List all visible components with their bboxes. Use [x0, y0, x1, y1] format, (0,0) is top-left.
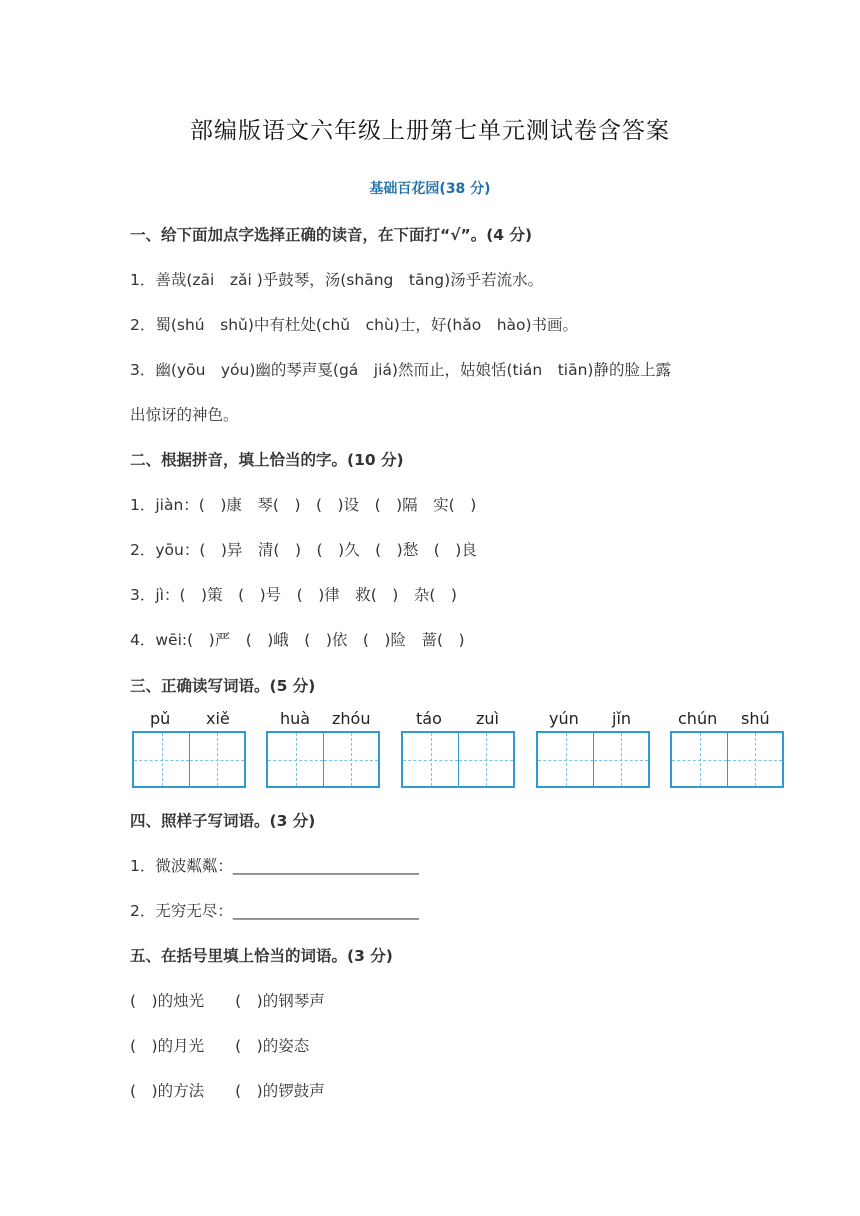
question-item: 1．善哉(zāi zǎi )乎鼓琴，汤(shāng tāng)汤乎若流水。: [130, 271, 544, 289]
section-heading-4: 四、照样子写词语。(3 分): [130, 812, 316, 830]
question-item: 1．微波粼粼：________________________: [130, 857, 419, 875]
pinyin-label: chún: [678, 709, 718, 728]
writing-grid[interactable]: [670, 731, 784, 788]
pinyin-label: shú: [741, 709, 770, 728]
writing-grid[interactable]: [266, 731, 380, 788]
section-heading-2: 二、根据拼音，填上恰当的字。(10 分): [130, 451, 404, 469]
writing-grid[interactable]: [401, 731, 515, 788]
pinyin-row: [0, 709, 860, 729]
section-heading-5: 五、在括号里填上恰当的词语。(3 分): [130, 947, 393, 965]
question-item: ( )的烛光 ( )的钢琴声: [130, 992, 325, 1010]
question-item: ( )的月光 ( )的姿态: [130, 1037, 310, 1055]
pinyin-label: yún: [549, 709, 579, 728]
question-item: 2．无穷无尽：________________________: [130, 902, 419, 920]
section-subtitle: 基础百花园(38 分): [369, 181, 491, 197]
question-item: 4．wēi:( )严 ( )峨 ( )依 ( )险 蔷( ): [130, 631, 465, 649]
pinyin-label: pǔ: [150, 709, 171, 728]
writing-grid[interactable]: [132, 731, 246, 788]
question-item: 2．yōu：( )异 清( ) ( )久 ( )愁 ( )良: [130, 541, 477, 559]
pinyin-label: huà: [280, 709, 311, 728]
section-heading-1: 一、给下面加点字选择正确的读音，在下面打“√”。(4 分): [130, 226, 533, 244]
pinyin-label: jǐn: [612, 709, 632, 728]
page-title: 部编版语文六年级上册第七单元测试卷含答案: [190, 118, 670, 144]
pinyin-label: zuì: [476, 709, 499, 728]
pinyin-label: zhóu: [332, 709, 371, 728]
writing-grid[interactable]: [536, 731, 650, 788]
question-item: ( )的方法 ( )的锣鼓声: [130, 1082, 325, 1100]
question-item: 3．幽(yōu yóu)幽的琴声戛(gá jiá)然而止，姑娘恬(tián tiān)静的脸上露: [130, 361, 671, 379]
question-item: 3．jì：( )策 ( )号 ( )律 救( ) 杂( ): [130, 586, 457, 604]
question-item: 2．蜀(shú shǔ)中有杜处(chǔ chù)士，好(hǎo hào)书画。: [130, 316, 579, 334]
pinyin-label: táo: [416, 709, 442, 728]
section-heading-3: 三、正确读写词语。(5 分): [130, 677, 316, 695]
pinyin-label: xiě: [206, 709, 230, 728]
question-item: 1．jiàn：( )康 琴( ) ( )设 ( )隔 实( ): [130, 496, 477, 514]
question-item: 出惊讶的神色。: [130, 406, 239, 424]
